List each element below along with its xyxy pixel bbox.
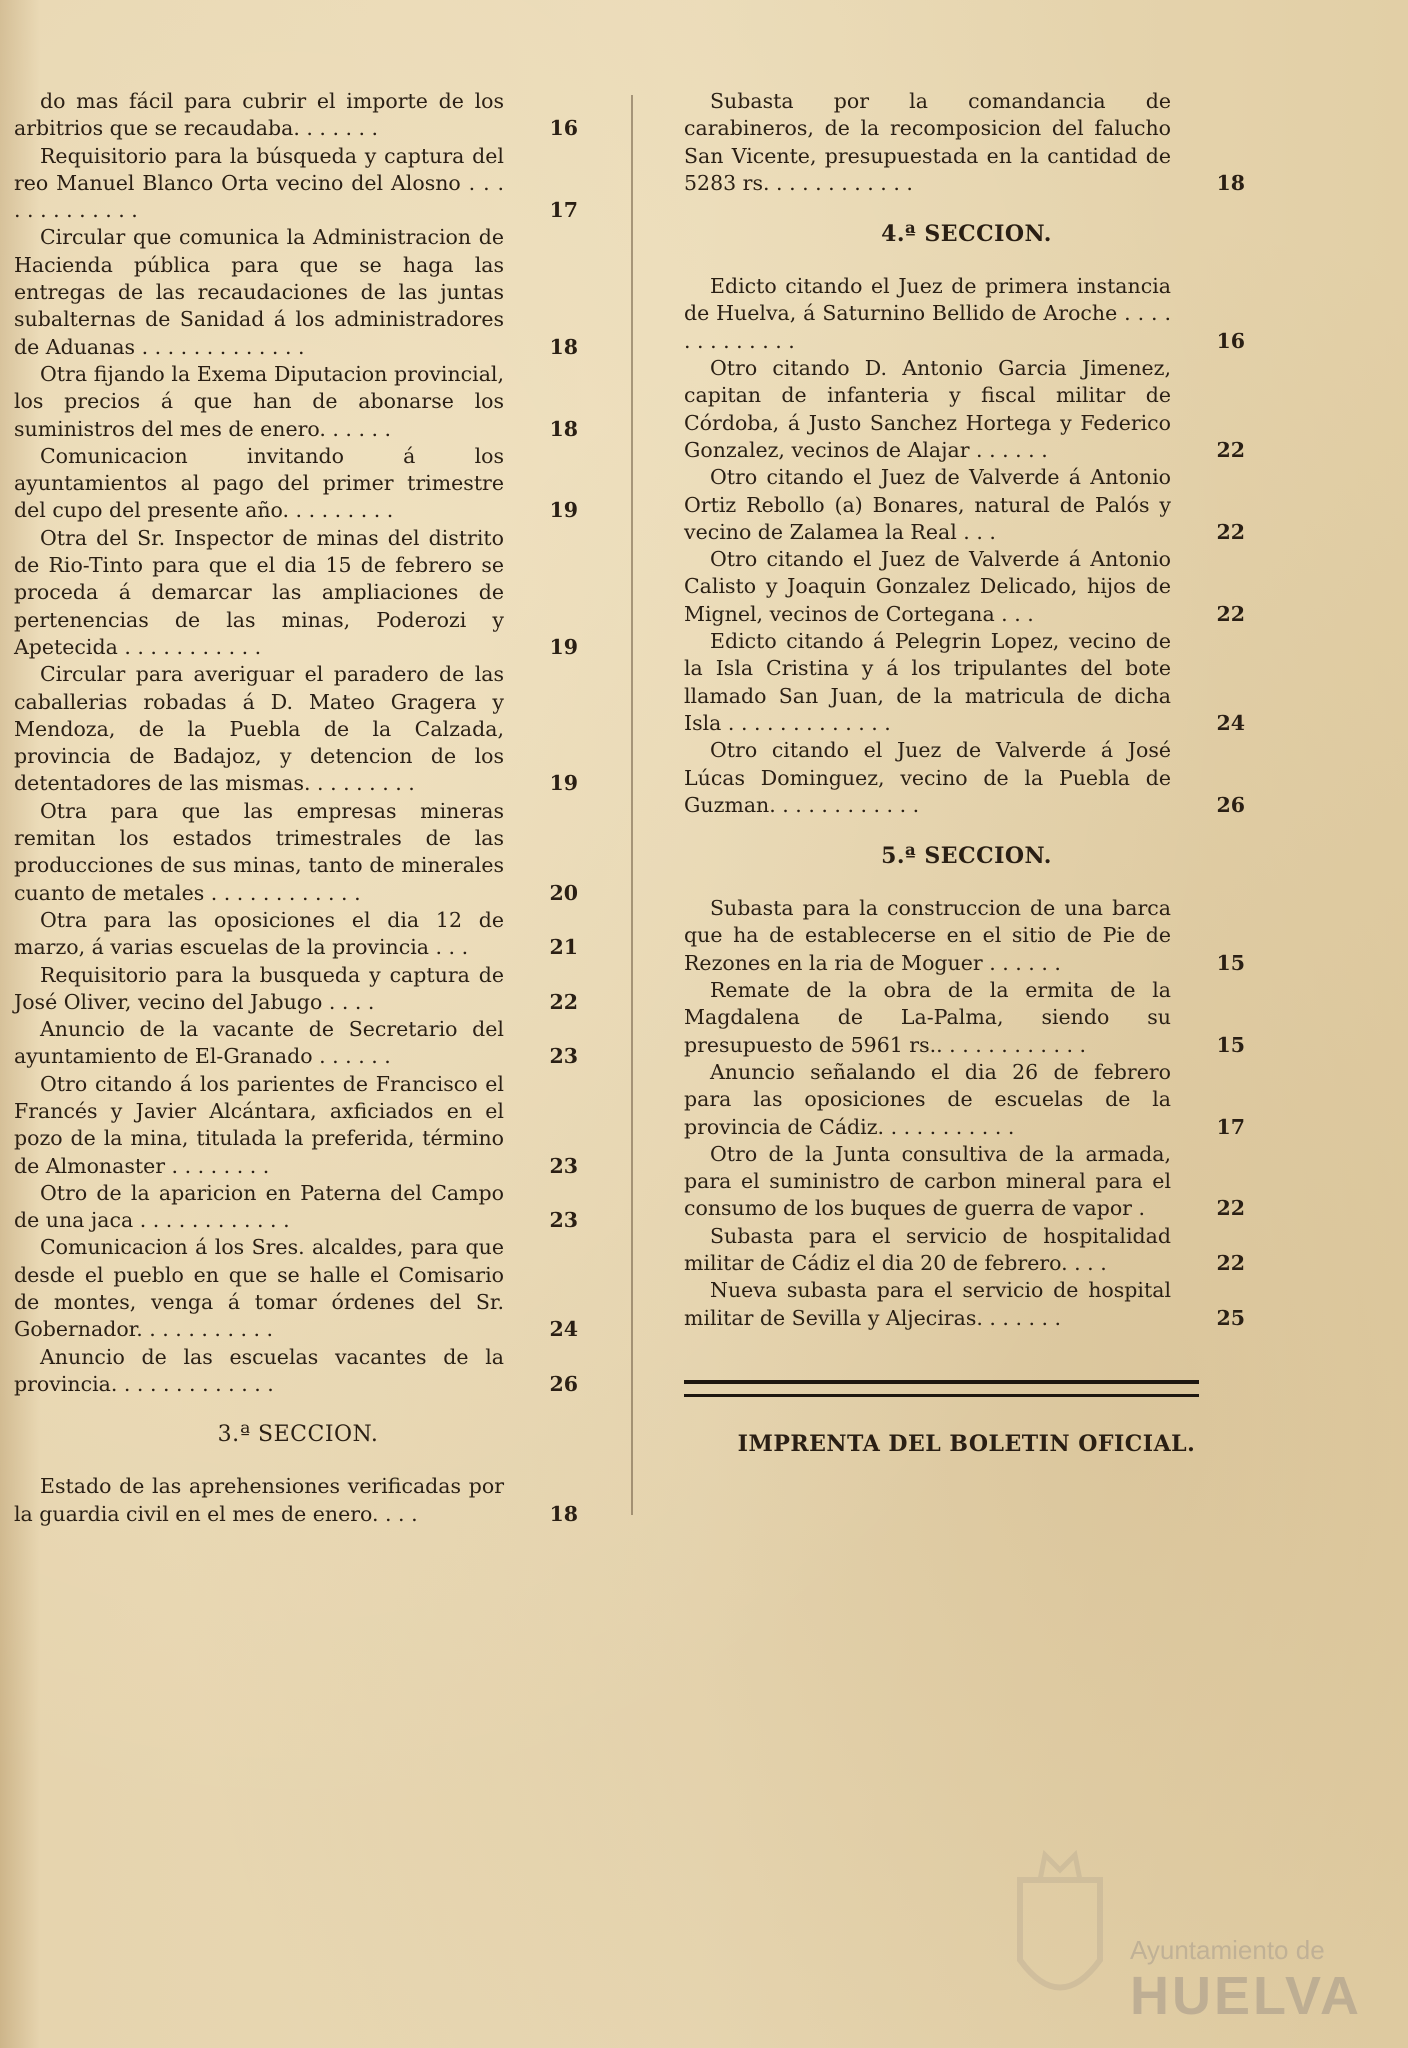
index-list-left — [14, 88, 582, 1398]
index-entry — [684, 895, 1249, 977]
entry-text: Circular que comunica la Administracion de Hacienda pública para que se haga las entregas de las recaudaciones de las juntas subalternas de Sanidad á los administradores de Aduanas . . . . . . . . . . . . . — [14, 225, 504, 359]
entry-page-number: 19 — [549, 498, 578, 523]
entry-text: Anuncio de las escuelas vacantes de la provincia. . . . . . . . . . . . . — [14, 1344, 504, 1396]
index-list-right-top — [684, 88, 1249, 197]
entry-page-number: 18 — [1216, 170, 1245, 195]
entry-page-number: 26 — [549, 1371, 578, 1396]
entry-page-number: 22 — [1216, 437, 1245, 462]
entry-page-number: 18 — [549, 416, 578, 441]
entry-page-number: 26 — [1216, 792, 1245, 817]
entry-page-number: 25 — [1216, 1305, 1245, 1330]
entry-text: Anuncio de la vacante de Secretario del ayuntamiento de El-Granado . . . . . . — [14, 1017, 504, 1069]
watermark-label: Ayuntamiento de — [1130, 1935, 1325, 1965]
entry-text: Edicto citando el Juez de primera instancia de Huelva, á Saturnino Bellido de Aroche . . . . . . . . . . . . . — [684, 274, 1171, 353]
entry-page-number: 21 — [549, 935, 578, 960]
index-entry — [684, 977, 1249, 1059]
entry-page-number: 19 — [549, 634, 578, 659]
entry-text: Requisitorio para la búsqueda y captura del reo Manuel Blanco Orta vecino del Alosno . . . . . . . . . . . . . — [14, 143, 504, 223]
entry-page-number: 17 — [1216, 1114, 1245, 1139]
entry-text: Otra del Sr. Inspector de minas del distrito de Rio-Tinto para que el dia 15 de febrero se proceda á demarcar las ampliaciones de pertenencias de las minas, Poderozi y Apetecida . . . . . . . . . . . — [14, 525, 504, 659]
index-entry — [684, 546, 1249, 628]
index-entry — [14, 525, 582, 661]
entry-text: Otro citando el Juez de Valverde á Antonio Ortiz Rebollo (a) Bonares, natural de Palós y vecino de Zalamea la Real . . . — [684, 465, 1171, 544]
entry-text: Requisitorio para la busqueda y captura de José Oliver, vecino del Jabugo . . . . — [14, 962, 504, 1014]
entry-page-number: 16 — [1216, 328, 1245, 353]
entry-text: Subasta por la comandancia de carabineros, de la recomposicion del falucho San Vicente, presupuestada en la cantidad de 5283 rs. . . . . . . . . . . . — [684, 89, 1171, 195]
index-entry — [684, 273, 1249, 355]
entry-text: Nueva subasta para el servicio de hospital militar de Sevilla y Aljeciras. . . . . . . — [684, 1278, 1171, 1330]
index-entry — [684, 1223, 1249, 1278]
entry-page-number: 22 — [1216, 601, 1245, 626]
entry-page-number: 19 — [549, 771, 578, 796]
left-column — [14, 88, 582, 1528]
index-entry — [14, 661, 582, 797]
section-5-list — [684, 895, 1249, 1332]
section-3-heading: 3.ª SECCION. — [217, 1422, 379, 1448]
index-entry — [684, 88, 1249, 197]
index-entry — [14, 443, 582, 525]
entry-text: Otra para las oposiciones el dia 12 de marzo, á varias escuelas de la provincia . . . — [14, 907, 504, 960]
index-entry — [14, 1180, 582, 1235]
entry-page-number: 22 — [1216, 1196, 1245, 1221]
index-entry — [684, 464, 1249, 546]
entry-text: Otro citando el Juez de Valverde á Antonio Calisto y Joaquin Gonzalez Delicado, hijos de Mignel, vecinos de Cortegana . . . — [684, 547, 1171, 626]
entry-page-number: 15 — [1216, 1032, 1245, 1057]
entry-text: Otro citando el Juez de Valverde á José Lúcas Dominguez, vecino de la Puebla de Guzman. . . . . . . . . . . . — [684, 738, 1171, 817]
index-entry — [684, 1277, 1249, 1332]
index-entry — [684, 1141, 1249, 1223]
index-entry — [684, 737, 1249, 819]
index-entry — [14, 1473, 582, 1528]
entry-text: do mas fácil para cubrir el importe de los arbitrios que se recaudaba. . . . . . . — [14, 89, 504, 141]
entry-text: Subasta para la construccion de una barca que ha de establecerse en el sitio de Pie de Rezones en la ria de Moguer . . . . . . — [684, 896, 1171, 975]
entry-page-number: 18 — [549, 334, 578, 359]
entry-text: Comunicacion á los Sres. alcaldes, para que desde el pueblo en que se halle el Comisario de montes, venga á tomar órdenes del Sr. Gobernador. . . . . . . . . . . — [14, 1235, 504, 1342]
index-entry — [14, 88, 582, 143]
index-entry — [14, 1344, 582, 1399]
entry-text: Otra fijando la Exema Diputacion provincial, los precios á que han de abonarse los suministros del mes de enero. . . . . . — [14, 361, 504, 441]
entry-page-number: 15 — [1216, 950, 1245, 975]
watermark-name: HUELVA — [1130, 1966, 1362, 2026]
index-entry — [14, 798, 582, 907]
entry-page-number: 22 — [1216, 519, 1245, 544]
entry-page-number: 24 — [1216, 710, 1245, 735]
section-5-heading: 5.ª SECCION. — [881, 843, 1052, 870]
entry-page-number: 23 — [549, 1153, 578, 1178]
index-entry — [14, 962, 582, 1017]
entry-text: Otro de la aparicion en Paterna del Campo de una jaca . . . . . . . . . . . . — [14, 1180, 504, 1233]
entry-page-number: 22 — [549, 989, 578, 1014]
index-entry — [14, 1234, 582, 1343]
entry-page-number: 20 — [549, 880, 578, 905]
entry-text: Comunicacion invitando á los ayuntamientos al pago del primer trimestre del cupo del presente año. . . . . . . . . — [14, 443, 504, 523]
entry-text: Circular para averiguar el paradero de las caballerias robadas á D. Mateo Gragera y Mendoza, de la Puebla de la Calzada, provincia de Badajoz, y detencion de los detentadores de las mismas. . . . . . . . . — [14, 662, 504, 796]
entry-text: Estado de las aprehensiones verificadas por la guardia civil en el mes de enero. . . . — [14, 1474, 504, 1526]
section-4-list — [684, 273, 1249, 819]
right-column — [684, 88, 1249, 1457]
closing-double-rule — [684, 1380, 1199, 1397]
index-entry — [684, 355, 1249, 464]
entry-page-number: 18 — [549, 1501, 578, 1526]
column-divider — [631, 95, 633, 1515]
entry-page-number: 23 — [549, 1044, 578, 1069]
index-entry — [684, 1059, 1249, 1141]
index-entry — [14, 224, 582, 360]
imprint-line: IMPRENTA DEL BOLETIN OFICIAL. — [737, 1430, 1196, 1457]
entry-text: Subasta para el servicio de hospitalidad militar de Cádiz el dia 20 de febrero. . . . — [684, 1223, 1171, 1275]
entry-page-number: 17 — [549, 198, 578, 223]
section-4-heading: 4.ª SECCION. — [881, 221, 1052, 248]
index-entry — [14, 1016, 582, 1071]
index-entry — [14, 907, 582, 962]
entry-page-number: 23 — [549, 1208, 578, 1233]
entry-text: Otro citando D. Antonio Garcia Jimenez, capitan de infanteria y fiscal militar de Córdoba, á Justo Sanchez Hortega y Federico Gonzalez, vecinos de Alajar . . . . . . — [684, 356, 1171, 462]
entry-text: Otro de la Junta consultiva de la armada, para el suministro de carbon mineral para el consumo de los buques de guerra de vapor . — [684, 1141, 1171, 1221]
index-entry — [14, 143, 582, 225]
index-entry — [684, 628, 1249, 737]
section-3-list — [14, 1473, 582, 1528]
entry-text: Otra para que las empresas mineras remitan los estados trimestrales de las producciones de sus minas, tanto de minerales cuanto de metales . . . . . . . . . . . . — [14, 798, 504, 905]
entry-page-number: 16 — [549, 116, 578, 141]
entry-page-number: 24 — [549, 1317, 578, 1342]
index-entry — [14, 361, 582, 443]
entry-text: Otro citando á los parientes de Francisco el Francés y Javier Alcántara, axficiados en el pozo de la mina, titulada la preferida, término de Almonaster . . . . . . . . — [14, 1071, 504, 1178]
entry-text: Edicto citando á Pelegrin Lopez, vecino de la Isla Cristina y á los tripulantes del bote llamado San Juan, de la matricula de dicha Isla . . . . . . . . . . . . . — [684, 629, 1171, 735]
index-entry — [14, 1071, 582, 1180]
entry-text: Anuncio señalando el dia 26 de febrero para las oposiciones de escuelas de la provincia de Cádiz. . . . . . . . . . . — [684, 1059, 1171, 1139]
entry-page-number: 22 — [1216, 1250, 1245, 1275]
entry-text: Remate de la obra de la ermita de la Magdalena de La-Palma, siendo su presupuesto de 5961 rs.. . . . . . . . . . . . — [684, 978, 1171, 1057]
